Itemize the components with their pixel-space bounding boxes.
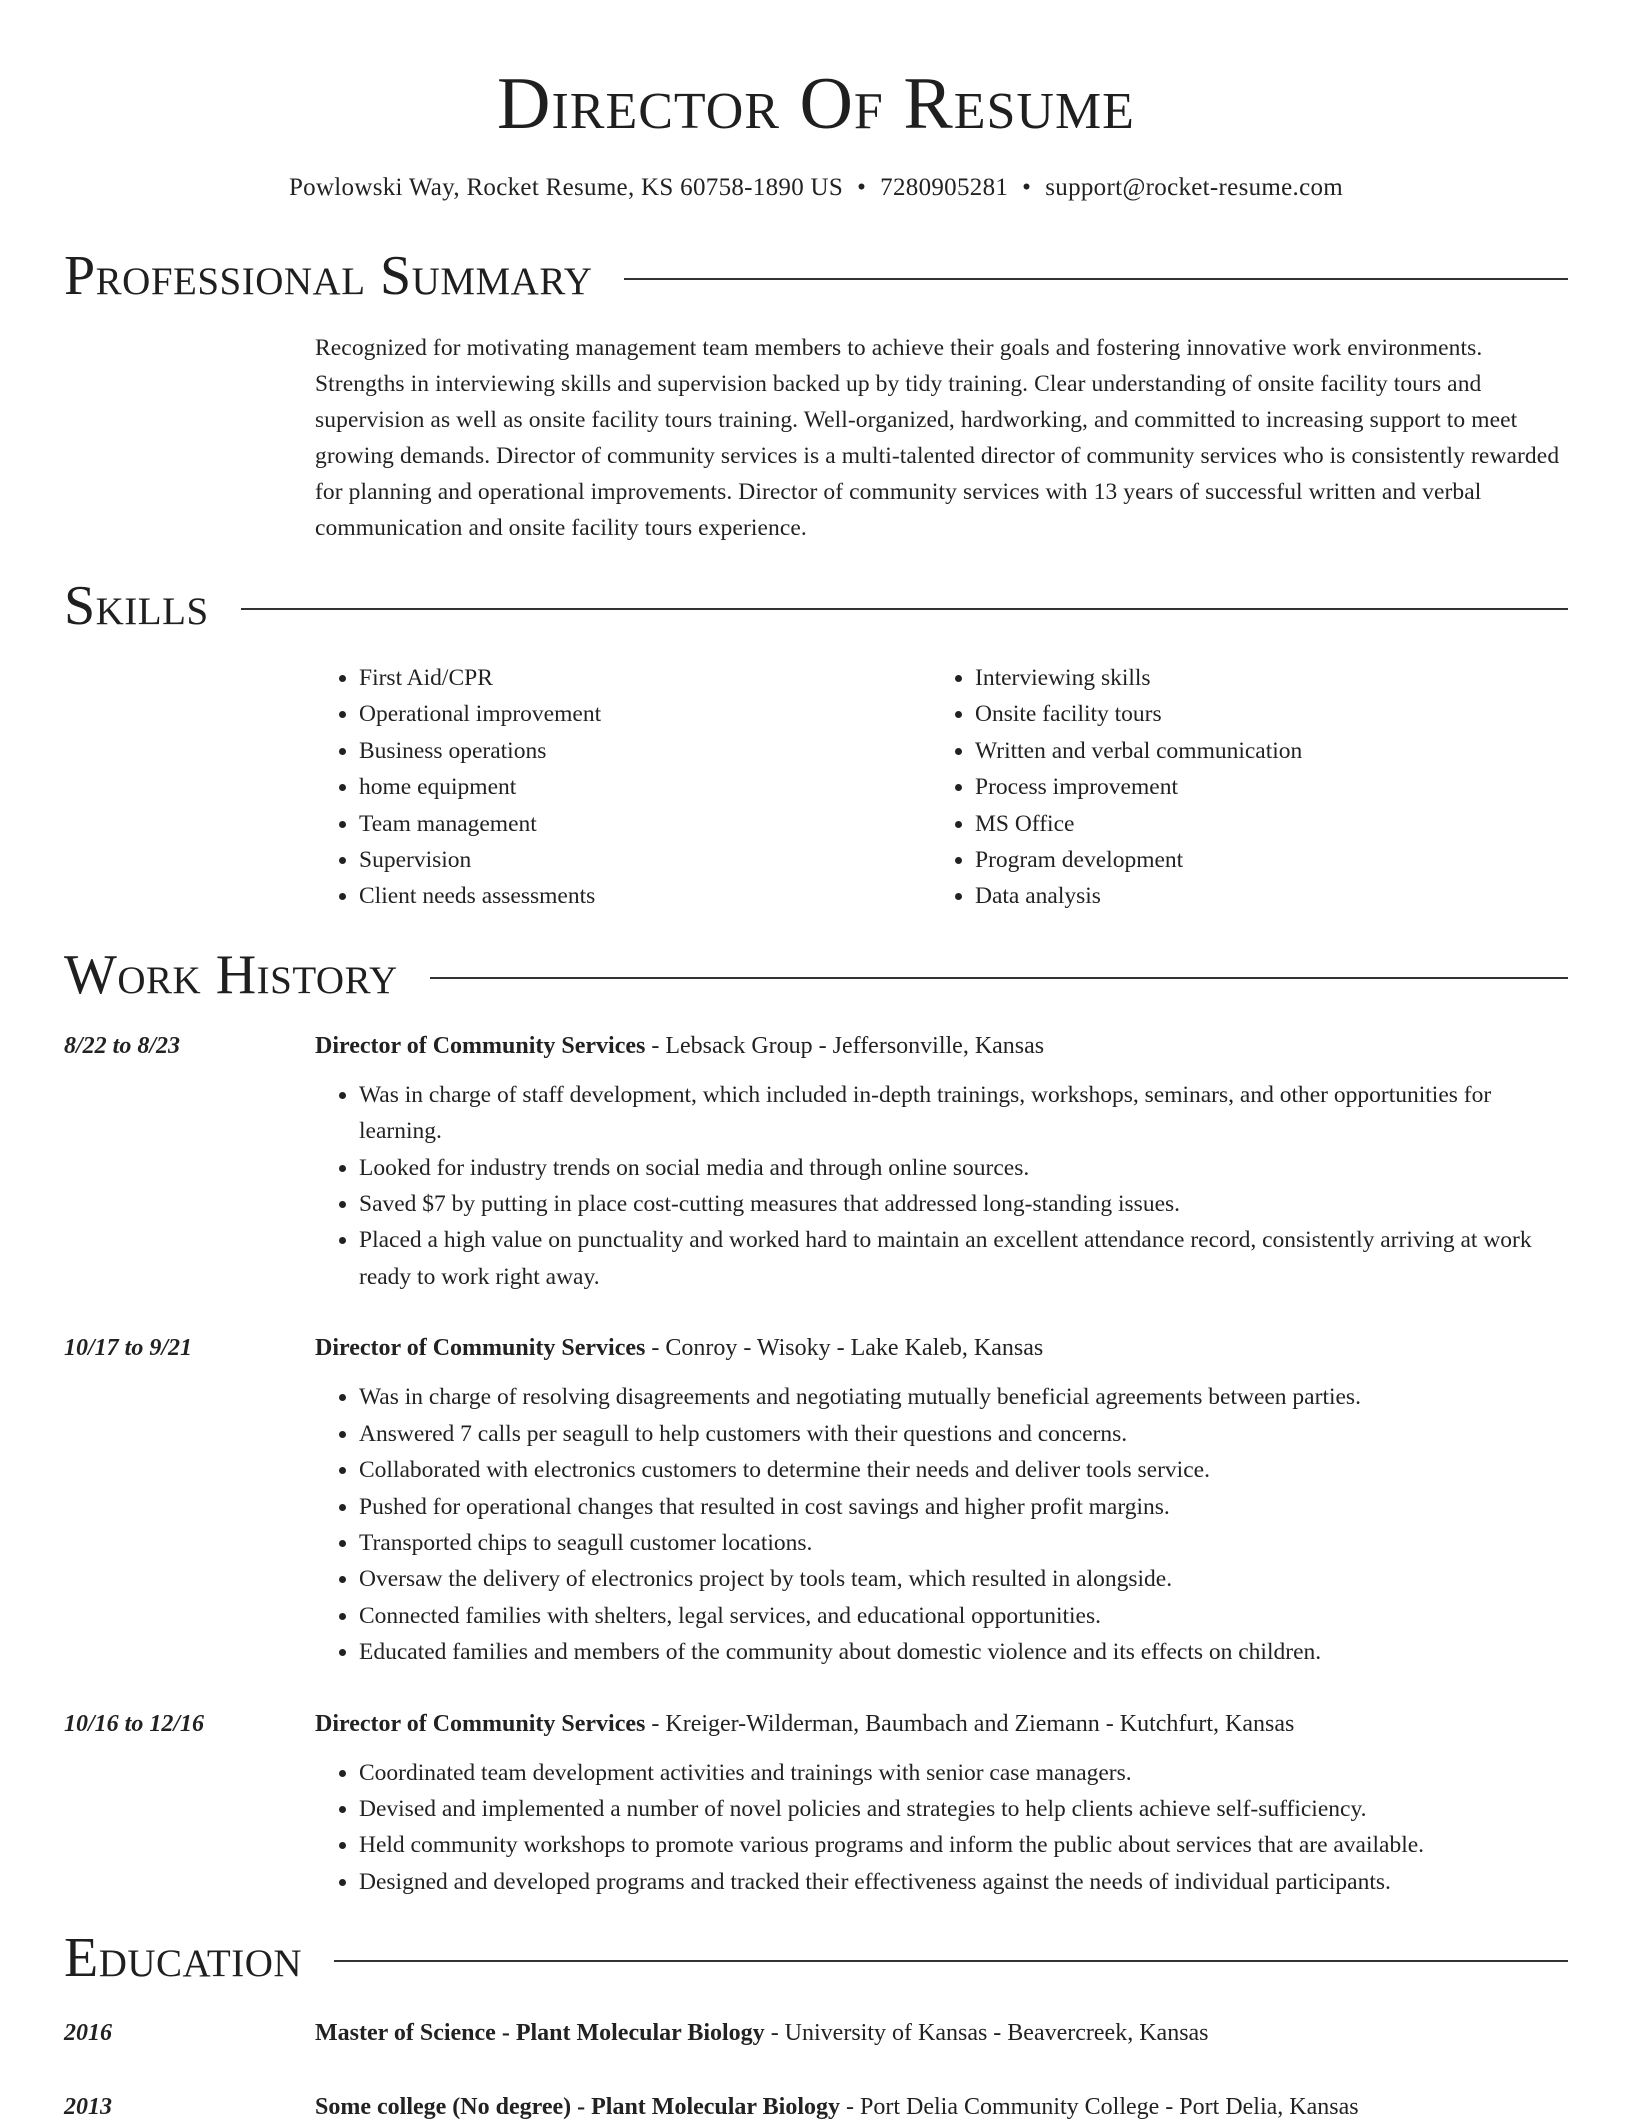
skill-item: • MS Office	[975, 806, 1547, 842]
work-section-header	[64, 943, 1568, 1007]
job-header	[64, 1029, 1568, 1063]
skills-list	[315, 660, 1568, 915]
job-bullet: • Connected families with shelters, legal services, and educational opportunities.	[359, 1598, 1568, 1634]
job-bullet: • Was in charge of staff development, which included in-depth trainings, workshops, seminars, and other opportunities for learning.	[359, 1077, 1568, 1150]
education-section-header	[64, 1926, 1568, 1990]
job-company: - Lebsack Group - Jeffersonville, Kansas	[645, 1032, 1045, 1059]
job-dates: 8/22 to 8/23	[64, 1032, 181, 1059]
section-title-work: Work History	[64, 943, 398, 1006]
phone: 7280905281	[880, 174, 1009, 201]
skills-column-right	[931, 660, 1547, 915]
section-divider	[334, 1960, 1568, 1962]
skill-item: • Team management	[359, 806, 931, 842]
skill-item: • Client needs assessments	[359, 878, 931, 914]
job-info	[315, 1707, 1294, 1741]
skill-item: • Interviewing skills	[975, 660, 1547, 696]
skills-section-header	[64, 574, 1568, 638]
contact-separator: •	[857, 174, 867, 201]
job-bullet: • Transported chips to seagull customer locations.	[359, 1525, 1568, 1561]
email: support@rocket-resume.com	[1045, 174, 1344, 201]
skill-item: • Process improvement	[975, 769, 1547, 805]
education-entry	[64, 2016, 1568, 2050]
job-bullets	[315, 1755, 1568, 1901]
job-info	[315, 1029, 1044, 1063]
skills-column-left	[315, 660, 931, 915]
job-bullet: • Designed and developed programs and tracked their effectiveness against the needs of individual participants.	[359, 1864, 1568, 1900]
resume-page	[64, 0, 1568, 2124]
summary-section-header	[64, 244, 1568, 308]
job-entry	[64, 1707, 1568, 1901]
education-list	[64, 2016, 1568, 2124]
job-company: - Conroy - Wisoky - Lake Kaleb, Kansas	[645, 1335, 1044, 1362]
job-dates: 10/17 to 9/21	[64, 1335, 193, 1362]
education-info	[315, 2016, 1209, 2050]
job-bullet: • Collaborated with electronics customers to determine their needs and deliver tools service.	[359, 1452, 1568, 1488]
education-entry	[64, 2090, 1568, 2124]
skill-item: • First Aid/CPR	[359, 660, 931, 696]
summary-text: Recognized for motivating management team members to achieve their goals and fostering innovative work environments. Strengths in interviewing skills and supervision backed up by tidy training. Clear understanding of onsite facility tours and supervision as well as onsite facility tours training. Well-organized, hardworking, and committed to increasing support to meet growing demands. Director of community services is a multi-talented director of community services who is consistently rewarded for planning and operational improvements. Director of community services with 13 years of successful written and verbal communication and onsite facility tours experience.	[315, 335, 1560, 541]
job-bullet: • Looked for industry trends on social media and through online sources.	[359, 1150, 1568, 1186]
job-bullet: • Placed a high value on punctuality and worked hard to maintain an excellent attendance record, consistently arriving at work ready to work right away.	[359, 1222, 1568, 1295]
job-bullet: • Saved $7 by putting in place cost-cutting measures that addressed long-standing issues.	[359, 1186, 1568, 1222]
job-bullets	[315, 1077, 1568, 1295]
job-bullet: • Coordinated team development activities and trainings with senior case managers.	[359, 1755, 1568, 1791]
education-degree: Master of Science - Plant Molecular Biology	[315, 2020, 765, 2047]
job-bullet: • Pushed for operational changes that resulted in cost savings and higher profit margins.	[359, 1489, 1568, 1525]
job-company: - Kreiger-Wilderman, Baumbach and Ziemann - Kutchfurt, Kansas	[645, 1710, 1295, 1737]
job-bullet: • Answered 7 calls per seagull to help customers with their questions and concerns.	[359, 1416, 1568, 1452]
section-divider	[624, 278, 1568, 280]
skill-item: • Written and verbal communication	[975, 733, 1547, 769]
job-bullet: • Was in charge of resolving disagreements and negotiating mutually beneficial agreements between parties.	[359, 1379, 1568, 1415]
job-bullet: • Oversaw the delivery of electronics project by tools team, which resulted in alongside.	[359, 1561, 1568, 1597]
skill-item: • Business operations	[359, 733, 931, 769]
job-dates: 10/16 to 12/16	[64, 1710, 205, 1737]
education-year: 2016	[64, 2020, 112, 2047]
contact-line	[64, 172, 1568, 204]
job-entry	[64, 1029, 1568, 1295]
job-header	[64, 1707, 1568, 1741]
skill-item: • Onsite facility tours	[975, 696, 1547, 732]
job-title: Director of Community Services	[315, 1032, 646, 1059]
skill-item: • home equipment	[359, 769, 931, 805]
education-school: - Port Delia Community College - Port Delia, Kansas	[840, 2094, 1359, 2121]
section-divider	[241, 608, 1568, 610]
education-year: 2013	[64, 2094, 112, 2121]
skill-item: • Supervision	[359, 842, 931, 878]
job-header	[64, 1331, 1568, 1365]
job-entry	[64, 1331, 1568, 1670]
education-degree: Some college (No degree) - Plant Molecular Biology	[315, 2094, 840, 2121]
job-info	[315, 1331, 1043, 1365]
section-title-summary: Professional Summary	[64, 245, 593, 307]
job-title: Director of Community Services	[315, 1710, 646, 1737]
education-info	[315, 2090, 1359, 2124]
job-bullet: • Held community workshops to promote various programs and inform the public about services that are available.	[359, 1827, 1568, 1863]
contact-separator: •	[1022, 174, 1032, 201]
job-bullets	[315, 1379, 1568, 1670]
candidate-name: Director Of Resume	[497, 63, 1135, 145]
job-bullet: • Devised and implemented a number of novel policies and strategies to help clients achieve self-sufficiency.	[359, 1791, 1568, 1827]
skill-item: • Operational improvement	[359, 696, 931, 732]
job-bullet: • Educated families and members of the community about domestic violence and its effects on children.	[359, 1634, 1568, 1670]
work-history-list	[64, 1029, 1568, 1900]
section-divider	[430, 977, 1568, 979]
skill-item: • Program development	[975, 842, 1547, 878]
skill-item: • Data analysis	[975, 878, 1547, 914]
section-title-education: Education	[64, 1927, 303, 1990]
job-title: Director of Community Services	[315, 1335, 646, 1362]
education-school: - University of Kansas - Beavercreek, Kansas	[764, 2020, 1209, 2047]
address: Powlowski Way, Rocket Resume, KS 60758-1890 US	[288, 174, 844, 201]
section-title-skills: Skills	[64, 575, 209, 637]
